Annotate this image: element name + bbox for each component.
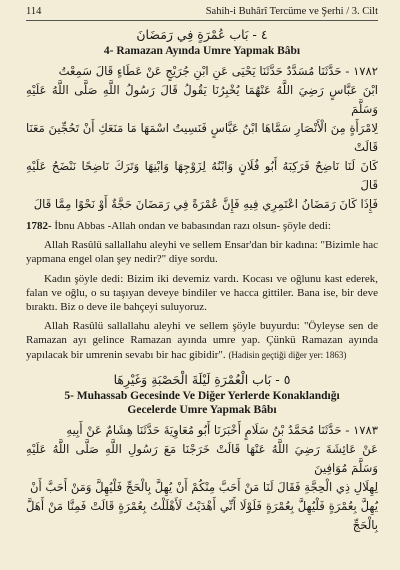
heading-line: Gecelerde Umre Yapmak Bâbı xyxy=(127,403,277,416)
running-title: Sahih-i Buhârî Tercüme ve Şerhi / 3. Cilt xyxy=(205,6,378,17)
heading-line: 5- Muhassab Gecesinde Ve Diğer Yerlerde Konaklandığı xyxy=(64,389,340,402)
arabic-line: يُهِلَّ بِعُمْرَةٍ فَلْيُهِلَّ بِعُمْرَةٍ فَلَوْلَا أَنِّي أَهْدَيْتُ لَأَهْلَلْتُ بِعُمْرَةٍ قَالَتْ فَمِنَّا مَنْ أَهَلَّ بِالْحَجِّ xyxy=(26,498,378,532)
section1-arabic-heading: ٤ - بَاب عُمْرَةٍ فِي رَمَضَانَ xyxy=(136,27,268,42)
hadith-1782-intro xyxy=(26,219,378,233)
header-rule xyxy=(26,20,378,21)
hadith-intro-text: İbnu Abbas -Allah ondan ve babasından razı olsun- şöyle dedi: xyxy=(54,220,331,232)
arabic-line: عَنْ عَائِشَةَ رَضِيَ اللَّهُ عَنْهَا قَالَتْ خَرَجْنَا مَعَ رَسُولِ اللَّهِ صَلَّى اللَّهُ عَلَيْهِ وَسَلَّمَ مُوَافِينَ xyxy=(26,441,378,475)
section2-arabic-heading: ٥ - بَاب الْعُمْرَةِ لَيْلَةَ الْحَصْبَةِ وَغَيْرِهَا xyxy=(113,371,291,387)
arabic-line: ابْنَ عَبَّاسٍ رَضِيَ اللَّهُ عَنْهُمَا يُخْبِرُنَا يَقُولُ قَالَ رَسُولُ اللَّهِ صَلَّى اللَّهُ عَلَيْهِ وَسَلَّمَ xyxy=(26,83,378,116)
translation-paragraph xyxy=(26,319,378,362)
hadith-number: 1782- xyxy=(26,220,52,232)
translation-paragraph: Allah Rasûlü sallallahu aleyhi ve sellem Ensar'dan bir kadına: "Bizimle hac yapmana engel olan şey nedir?" diye sordu. xyxy=(26,239,378,266)
arabic-line: لِهِلَالِ ذِي الْحِجَّةِ فَقَالَ لَنَا مَنْ أَحَبَّ مِنْكُمْ أَنْ يُهِلَّ بِالْحَجِّ فَلْيُهِلَّ وَمَنْ أَحَبَّ أَنْ xyxy=(29,479,378,494)
section1-turkish-heading: 4- Ramazan Ayında Umre Yapmak Bâbı xyxy=(103,45,301,57)
arabic-line: لِامْرَأَةٍ مِنَ الْأَنْصَارِ سَمَّاهَا ابْنُ عَبَّاسٍ فَنَسِيتُ اسْمَهَا مَا مَنَعَكِ أَنْ تَحُجِّينَ مَعَنَا قَالَتْ xyxy=(26,121,378,154)
arabic-line: كَانَ لَنَا نَاضِحٌ فَرَكِبَهُ أَبُو فُلَانٍ وَابْنُهُ لِزَوْجِهَا وَابْنِهَا وَتَرَكَ نَاضِحًا نَنْضَحُ عَلَيْهِ قَالَ xyxy=(26,159,378,192)
arabic-line: ١٧٨٢ - حَدَّثَنَا مُسَدَّدٌ حَدَّثَنَا يَحْيَى عَنِ ابْنِ جُرَيْجٍ عَنْ عَطَاءٍ قَالَ سَمِعْتُ xyxy=(58,64,378,78)
arabic-line: فَإِذَا كَانَ رَمَضَانُ اعْتَمِرِي فِيهِ فَإِنَّ عُمْرَةً فِي رَمَضَانَ حَجَّةٌ أَوْ نَحْوًا مِمَّا قَالَ xyxy=(33,197,378,211)
translation-text: Allah Rasûlü sallallahu aleyhi ve sellem şöyle buyurdu: "Öyleyse sen de Ramazan ayı gelince Ramazan ayında umre yap. Çünkü Ramazan ayında yapılacak bir umrenin sevabı bir hac gibidir". xyxy=(26,320,378,361)
page-header xyxy=(26,6,378,17)
arabic-line: ١٧٨٣ - حَدَّثَنَا مُحَمَّدُ بْنُ سَلَامٍ أَخْبَرَنَا أَبُو مُعَاوِيَةَ حَدَّثَنَا هِشَامٌ عَنْ أَبِيهِ xyxy=(66,422,378,437)
section2-turkish-heading xyxy=(26,389,378,417)
hadith-1782-arabic xyxy=(26,62,378,214)
translation-paragraph: Kadın şöyle dedi: Bizim iki devemiz vardı. Kocası ve oğlunu kast ederek, falan ve oğlu, o su taşıyan deveye bindiler ve hacca gittiler. Bana ise, bir deve bıraktı. Biz o deve ile bahçeyi suluyoruz. xyxy=(26,272,378,314)
cross-reference-note: (Hadisin geçtiği diğer yer: 1863) xyxy=(228,349,347,360)
hadith-1783-arabic xyxy=(26,421,378,535)
page-number: 114 xyxy=(26,6,42,17)
